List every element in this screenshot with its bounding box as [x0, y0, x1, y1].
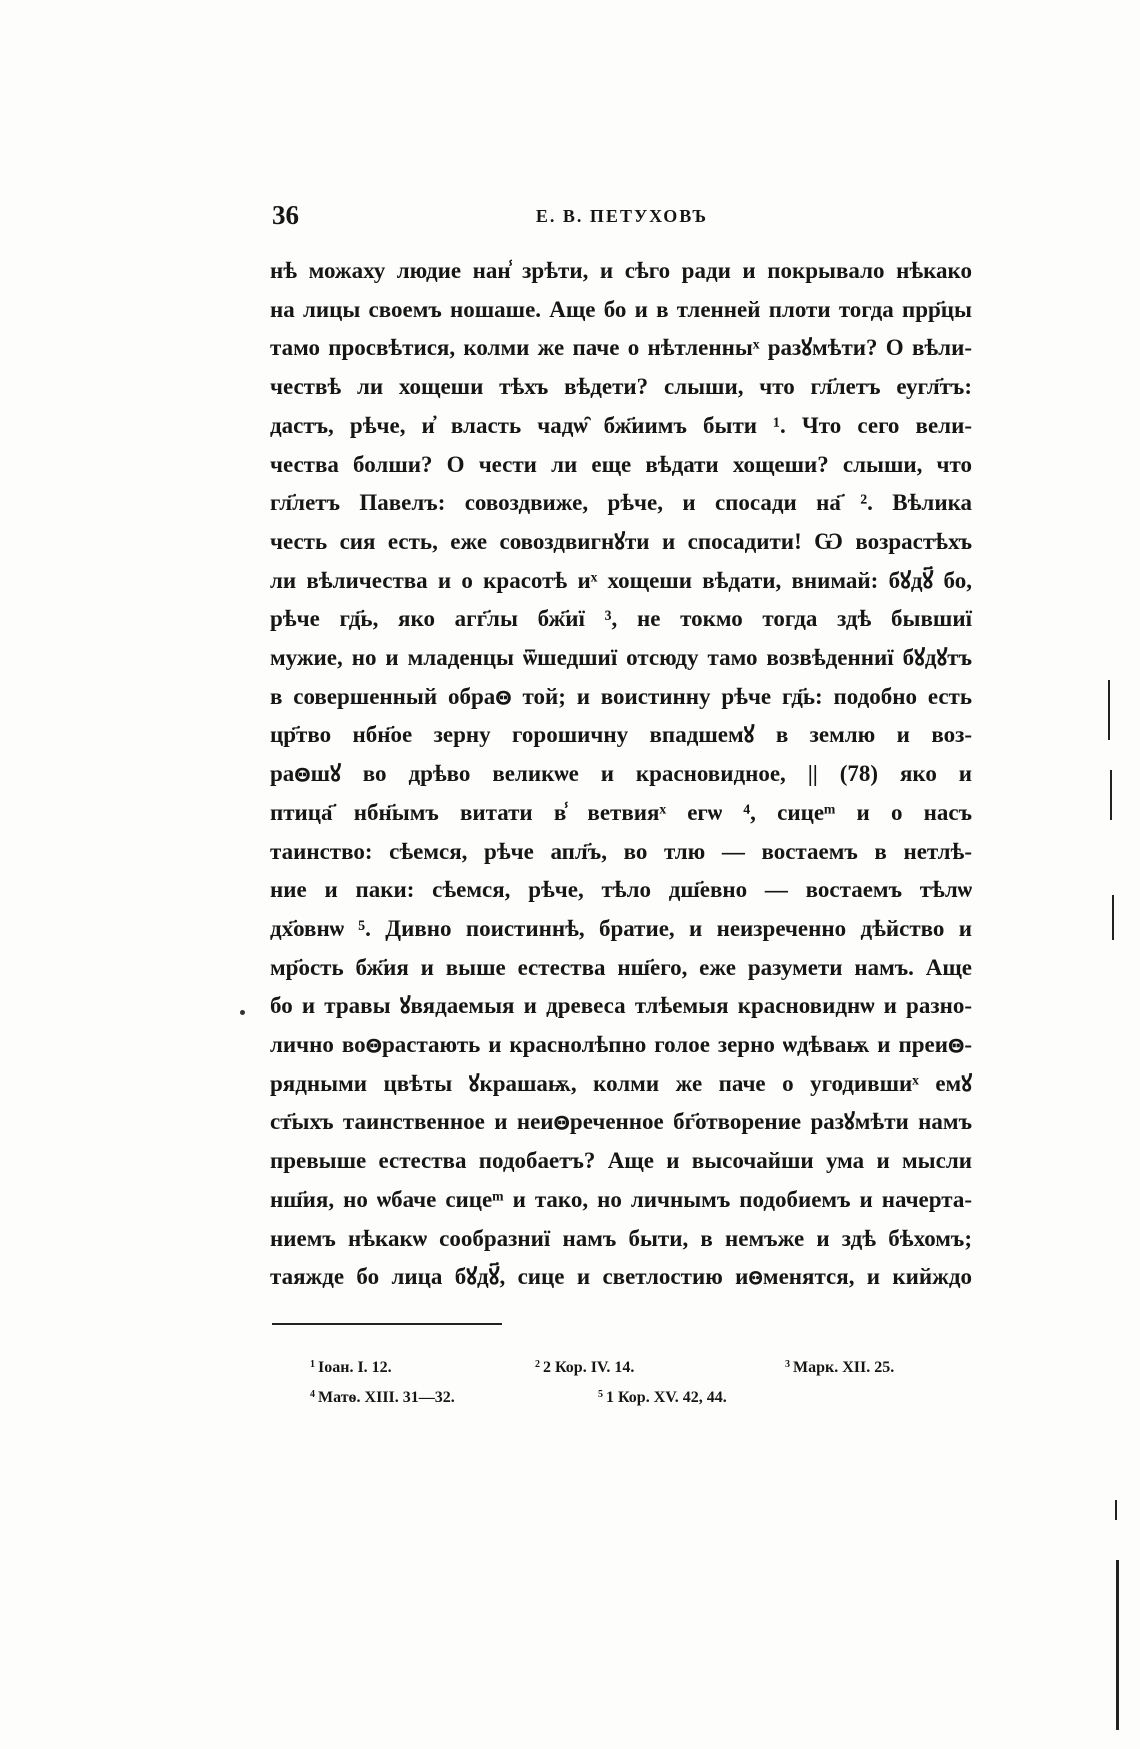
text-line: тамо просвѣтися, колми же паче о нѣтленныˣ разꙋмѣти? О вѣли-: [270, 335, 972, 361]
text-line: ли вѣличества и о красотѣ иˣ хощеши вѣдати, внимай: бꙋдꙋ҃ бо,: [270, 567, 972, 593]
scan-edge-mark: [1108, 680, 1110, 740]
text-line: рѣче гд҃ь, яко агг҃лы бж҃иї ³, не токмо тогда здѣ бывшиї: [270, 606, 972, 632]
text-line: раꙫшꙋ во дрѣво великѡе и красновидное, || (78) яко и: [270, 761, 972, 787]
body-text: [270, 252, 972, 1297]
footnote-rule: [272, 1323, 502, 1325]
footnote-text: 2 Кор. IV. 14.: [543, 1359, 635, 1376]
text-line: чества болши? О чести ли еще вѣдати хощеши? слыши, что: [270, 451, 972, 477]
text-line: птица҃ нбн҃ымъ витати в̾ ветвияˣ егѡ ⁴, сицеᵐ и о насъ: [270, 799, 972, 825]
scan-edge-mark: [1110, 770, 1112, 820]
page-number: 36: [272, 200, 299, 230]
text-line: нш҃ия, но ѡбаче сицеᵐ и тако, но личнымъ подобиемъ и начерта-: [270, 1186, 972, 1212]
footnote-mark: 4: [310, 1389, 315, 1400]
text-line: честь сия есть, еже совоздвигнꙋти и спосадити! Ѡ возрастѣхъ: [270, 528, 972, 554]
text-line: таяжде бо лица бꙋдꙋ҃, сице и светлостию иꙫменятся, и кийждо: [270, 1264, 972, 1290]
text-line: лично воꙫрастають и краснолѣпно голое зерно ѡдѣваѭ и преиꙫ-: [270, 1032, 972, 1058]
text-line: мужие, но и младенцы ѿшедшиї отсюду тамо возвѣденниї бꙋдꙋтъ: [270, 645, 972, 671]
text-line: рядными цвѣты ꙋкрашаѭ, колми же паче о угодившиˣ емꙋ: [270, 1070, 972, 1096]
text-line: ние и паки: сѣемся, рѣче, тѣло дш҃евно — востаемъ тѣлѡ: [270, 877, 972, 903]
text-line: ниемъ нѣкакѡ сообразниї намъ быти, в немъже и здѣ бѣхомъ;: [270, 1225, 972, 1251]
footnote-mark: 5: [598, 1389, 603, 1400]
scan-edge-mark: [1115, 1500, 1117, 1520]
margin-dot: [240, 1010, 245, 1015]
scan-edge-mark: [1112, 895, 1114, 940]
text-line: гл҃летъ Павелъ: совоздвиже, рѣче, и спосади на҃ ². Вѣлика: [270, 490, 972, 516]
footnote: [310, 1350, 392, 1383]
text-line: нѣ можаху людие нан̾ зрѣти, и сѣго ради и покрывало нѣкако: [270, 258, 972, 283]
text-line: ст҃ыхъ таинственное и неиꙫреченное бг҃отворение разꙋмѣти намъ: [270, 1109, 972, 1135]
scan-edge-mark: [1116, 1560, 1119, 1730]
text-line: дх҃овнѡ ⁵. Дивно поистиннѣ, братие, и неизреченно дѣйство и: [270, 915, 972, 941]
text-line: таинство: сѣемся, рѣче апл҃ъ, во тлю — востаемъ в нетлѣ-: [270, 838, 972, 864]
text-line: мр҃ость бж҃ия и выше естества нш҃его, еже разумети намъ. Аще: [270, 954, 972, 980]
footnote-text: Іоан. I. 12.: [318, 1359, 392, 1376]
text-line: чествѣ ли хощеши тѣхъ вѣдети? слыши, что гл҃летъ еугл҃тъ:: [270, 374, 972, 400]
footnote: [598, 1380, 727, 1413]
text-line: цр҃тво нбн҃ое зерну горошичну впадшемꙋ в землю и воз-: [270, 722, 972, 748]
text-line: бо и травы ꙋвядаемыя и древеса тлѣемыя красновиднѡ и разно-: [270, 993, 972, 1019]
footnote: [785, 1350, 894, 1383]
text-line: превыше естества подобаетъ? Аще и высочайши ума и мысли: [270, 1148, 972, 1174]
page-header: [272, 200, 972, 236]
text-line: дастъ, рѣче, и҆ власть чадѡ̑ бж҃иимъ быти ¹. Что сего вели-: [270, 412, 972, 438]
running-head: Е. В. ПЕТУХОВЪ: [535, 206, 709, 226]
footnote-text: 1 Кор. XV. 42, 44.: [606, 1389, 727, 1406]
footnote: [535, 1350, 634, 1383]
footnote-mark: 3: [785, 1359, 790, 1370]
text-line: в совершенный обраꙫ той; и воистинну рѣче гд҃ь: подобно есть: [270, 683, 972, 709]
footnote-text: Марк. XII. 25.: [793, 1359, 895, 1376]
text-line: на лицы своемъ ношаше. Аще бо и в тленней плоти тогда прр҃цы: [270, 296, 972, 322]
footnote: [310, 1380, 455, 1413]
footnote-mark: 1: [310, 1359, 315, 1370]
footnote-mark: 2: [535, 1359, 540, 1370]
footnote-text: Матѳ. XIII. 31—32.: [318, 1389, 455, 1406]
